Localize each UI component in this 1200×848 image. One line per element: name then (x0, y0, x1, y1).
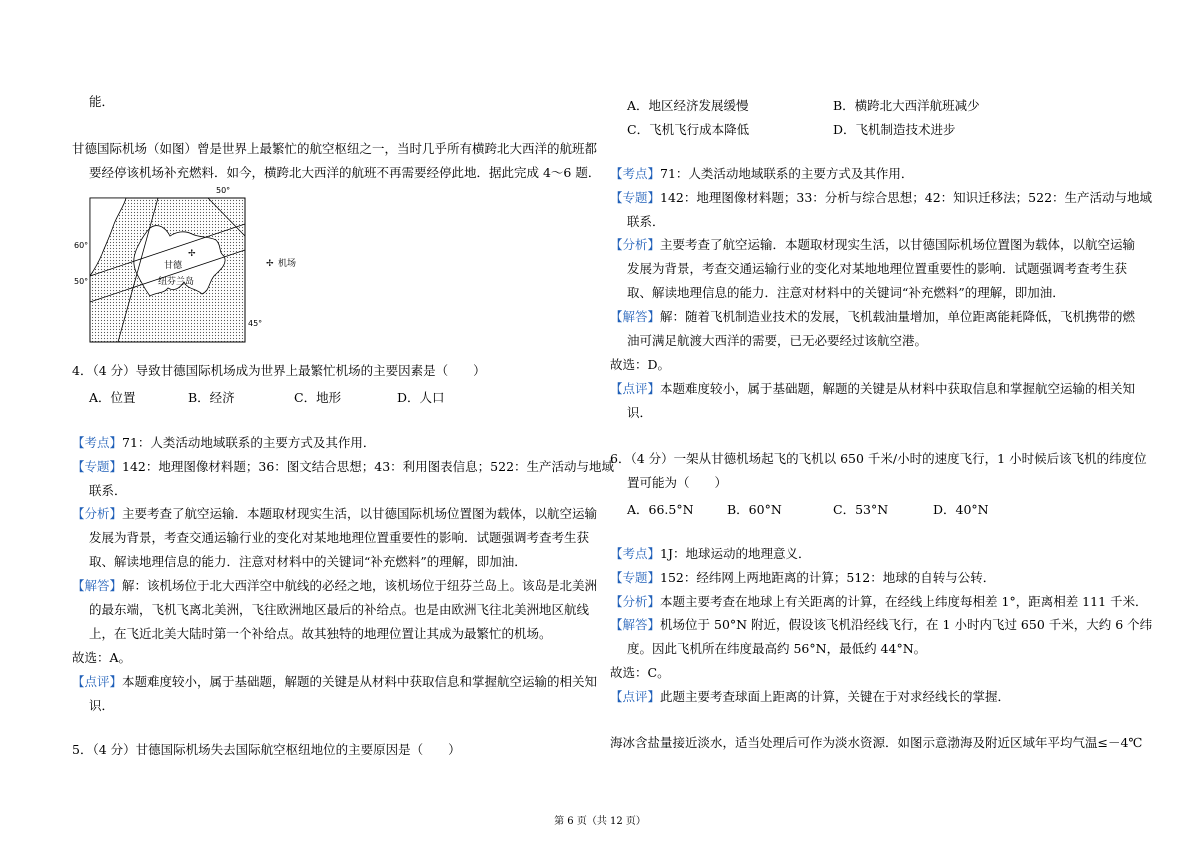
option-d: D．40°N (933, 502, 989, 517)
answer: 故选：D。 (610, 357, 671, 372)
option-c: C．飞机飞行成本降低 (627, 122, 750, 137)
option-a: A．地区经济发展缓慢 (627, 98, 749, 113)
fenxi-cont: 取、解读地理信息的能力．注意对材料中的关键词“补充燃料”的理解，即加油． (627, 285, 1065, 300)
dianping-cont: 识． (89, 698, 115, 713)
intro-text: 要经停该机场补充燃料．如今，横跨北大西洋的航班不再需要经停此地．据此完成 4～6 题． (89, 165, 601, 180)
option-d: D．人口 (397, 390, 445, 405)
kaodian: 【考点】71：人类活动地域联系的主要方式及其作用． (610, 166, 914, 181)
page-footer: 第 6 页（共 12 页） (554, 816, 646, 827)
option-c: C．53°N (833, 502, 889, 517)
option-b: B．60°N (727, 502, 782, 517)
fenxi: 【分析】本题主要考查在地球上有关距离的计算，在经线上纬度每相差 1°，距离相差 111 千米． (610, 594, 1148, 609)
dianping-cont: 识． (627, 405, 653, 420)
legend-airport-symbol: ✢ (266, 259, 274, 269)
fenxi: 【分析】主要考查了航空运输．本题取材现实生活，以甘德国际机场位置图为载体，以航空运输 (610, 237, 1136, 252)
question-6: 6．（4 分）一架从甘德机场起飞的飞机以 650 千米/小时的速度飞行，1 小时候后该飞机的纬度位 (610, 451, 1147, 466)
answer: 故选：A。 (72, 650, 132, 665)
dianping: 【点评】本题难度较小，属于基础题，解题的关键是从材料中获取信息和掌握航空运输的相关知 (72, 674, 598, 689)
dianping: 【点评】本题难度较小，属于基础题，解题的关键是从材料中获取信息和掌握航空运输的相关知 (610, 381, 1136, 396)
text-line: 能． (89, 94, 115, 109)
gander-map (74, 184, 334, 344)
lat-label: 45° (248, 319, 263, 328)
zhuanti-cont: 联系． (89, 483, 127, 498)
fenxi-cont: 取、解读地理信息的能力．注意对材料中的关键词“补充燃料”的理解，即加油． (89, 554, 527, 569)
option-b: B．横跨北大西洋航班减少 (833, 98, 980, 113)
option-b: B．经济 (188, 390, 235, 405)
legend-label: 机场 (278, 259, 297, 269)
airport-symbol: ✢ (188, 249, 196, 259)
option-a: A．位置 (89, 390, 136, 405)
zhuanti: 【专题】152：经纬网上两地距离的计算；512：地球的自转与公转． (610, 570, 996, 585)
jieda: 【解答】解：随着飞机制造业技术的发展，飞机载油量增加，单位距离能耗降低，飞机携带的燃 (610, 309, 1136, 324)
kaodian: 【考点】71：人类活动地域联系的主要方式及其作用． (72, 435, 376, 450)
zhuanti: 【专题】142：地理图像材料题；33：分析与综合思想；42：知识迁移法；522：生产活动与地域 (610, 190, 1153, 205)
jieda: 【解答】解：该机场位于北大西洋空中航线的必经之地，该机场位于纽芬兰岛上。该岛是北美洲 (72, 578, 598, 593)
fenxi-cont: 发展为背景，考查交通运输行业的变化对某地地理位置重要性的影响．试题强调考查考生获 (627, 261, 1128, 276)
intro-text: 甘德国际机场（如图）曾是世界上最繁忙的航空枢纽之一，当时几乎所有横跨北大西洋的航班都 (72, 141, 598, 156)
fenxi-cont: 发展为背景，考查交通运输行业的变化对某地地理位置重要性的影响．试题强调考查考生获 (89, 530, 590, 545)
answer: 故选：C。 (610, 665, 670, 680)
dianping: 【点评】此题主要考查球面上距离的计算，关键在于对求经线长的掌握． (610, 689, 1011, 704)
city-label: 甘德 (164, 261, 183, 271)
kaodian: 【考点】1J：地球运动的地理意义． (610, 546, 811, 561)
sea-ice-intro: 海冰含盐量接近淡水，适当处理后可作为淡水资源．如图示意渤海及附近区域年平均气温≤－4℃ (610, 735, 1143, 750)
map-figure (74, 184, 334, 344)
jieda-cont: 度。因此飞机所在纬度最高约 56°N，最低约 44°N。 (627, 641, 927, 656)
zhuanti: 【专题】142：地理图像材料题；36：图文结合思想；43：利用图表信息；522：生产活动与地域 (72, 459, 615, 474)
question-5: 5．（4 分）甘德国际机场失去国际航空枢纽地位的主要原因是（ ） (72, 742, 461, 757)
lat-label: 50° (74, 277, 89, 286)
island-label: 纽芬兰岛 (158, 277, 195, 287)
jieda: 【解答】机场位于 50°N 附近，假设该飞机沿经线飞行，在 1 小时内飞过 650 千米，大约 6 个纬 (610, 617, 1153, 632)
zhuanti-cont: 联系． (627, 214, 665, 229)
jieda-cont: 油可满足航渡大西洋的需要，已无必要经过该航空港。 (627, 333, 928, 348)
option-c: C．地形 (294, 390, 342, 405)
question-6-cont: 置可能为（ ） (627, 475, 728, 490)
option-a: A．66.5°N (627, 502, 694, 517)
jieda-cont: 上，在飞近北美大陆时第一个补给点。故其独特的地理位置让其成为最繁忙的机场。 (89, 626, 552, 641)
question-4: 4．（4 分）导致甘德国际机场成为世界上最繁忙机场的主要因素是（ ） (72, 363, 486, 378)
option-d: D．飞机制造技术进步 (833, 122, 956, 137)
lat-label: 50° (216, 186, 231, 195)
jieda-cont: 的最东端，飞机飞离北美洲，飞往欧洲地区最后的补给点。也是由欧洲飞往北美洲地区航线 (89, 602, 590, 617)
lat-label: 60° (74, 241, 89, 250)
fenxi: 【分析】主要考查了航空运输．本题取材现实生活，以甘德国际机场位置图为载体，以航空运输 (72, 506, 598, 521)
